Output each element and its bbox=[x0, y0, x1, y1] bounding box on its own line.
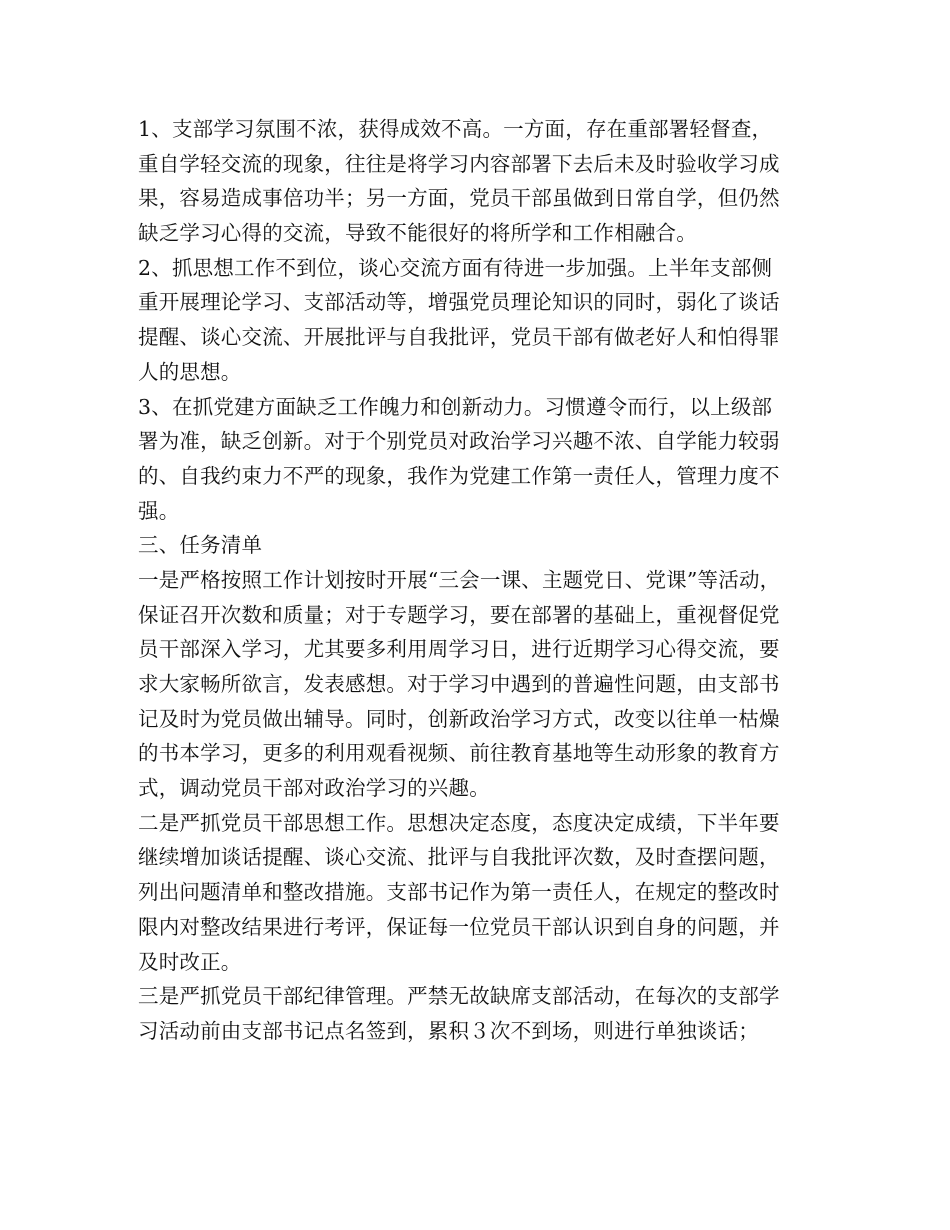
text-line: 二是严抓党员干部思想工作。思想决定态度，态度决定成绩，下半年要 bbox=[138, 810, 780, 835]
text-line: 人的思想。 bbox=[138, 359, 242, 384]
text-line: 式，调动党员干部对政治学习的兴趣。 bbox=[138, 776, 490, 801]
section-heading: 三、任务清单 bbox=[138, 533, 263, 558]
text-line: 重自学轻交流的现象，往往是将学习内容部署下去后未及时验收学习成 bbox=[138, 151, 780, 176]
text-line: 求大家畅所欲言，发表感想。对于学习中遇到的普遍性问题，由支部书 bbox=[138, 672, 780, 696]
text-line: 继续增加谈话提醒、谈心交流、批评与自我批评次数，及时查摆问题， bbox=[138, 845, 780, 870]
document-body bbox=[138, 112, 838, 1049]
text-line: 列出问题清单和整改措施。支部书记作为第一责任人，在规定的整改时 bbox=[138, 880, 780, 905]
text-line: 缺乏学习心得的交流，导致不能很好的将所学和工作相融合。 bbox=[138, 221, 697, 246]
text-line: 署为准，缺乏创新。对于个别党员对政治学习兴趣不浓、自学能力较弱 bbox=[138, 429, 780, 454]
text-line: 提醒、谈心交流、开展批评与自我批评，党员干部有做老好人和怕得罪 bbox=[138, 325, 780, 350]
text-line: 重开展理论学习、支部活动等，增强党员理论知识的同时，弱化了谈话 bbox=[138, 290, 780, 315]
text-line: 1、支部学习氛围不浓，获得成效不高。一方面，存在重部署轻督查， bbox=[138, 117, 773, 141]
text-line: 限内对整改结果进行考评，保证每一位党员干部认识到自身的问题，并 bbox=[138, 914, 780, 939]
text-line: 保证召开次数和质量；对于专题学习，要在部署的基础上，重视督促党 bbox=[138, 602, 780, 627]
text-line: 的书本学习，更多的利用观看视频、前往教育基地等生动形象的教育方 bbox=[138, 741, 780, 766]
text-line: 强。 bbox=[138, 498, 180, 523]
text-line: 2、抓思想工作不到位，谈心交流方面有待进一步加强。上半年支部侧 bbox=[138, 255, 773, 280]
text-line: 习活动前由支部书记点名签到，累积３次不到场，则进行单独谈话； bbox=[138, 1018, 759, 1043]
text-line: 三是严抓党员干部纪律管理。严禁无故缺席支部活动，在每次的支部学 bbox=[138, 984, 780, 1009]
text-line: 3、在抓党建方面缺乏工作魄力和创新动力。习惯遵令而行，以上级部 bbox=[138, 394, 773, 419]
text-line: 的、自我约束力不严的现象，我作为党建工作第一责任人，管理力度不 bbox=[138, 463, 780, 488]
text-line: 记及时为党员做出辅导。同时，创新政治学习方式，改变以往单一枯燥 bbox=[138, 706, 780, 731]
text-line: 一是严格按照工作计划按时开展“三会一课、主题党日、党课”等活动， bbox=[138, 567, 781, 592]
text-line: 及时改正。 bbox=[138, 949, 242, 974]
text-line: 员干部深入学习，尤其要多利用周学习日，进行近期学习心得交流，要 bbox=[138, 637, 780, 662]
text-line: 果，容易造成事倍功半；另一方面，党员干部虽做到日常自学，但仍然 bbox=[138, 186, 780, 211]
